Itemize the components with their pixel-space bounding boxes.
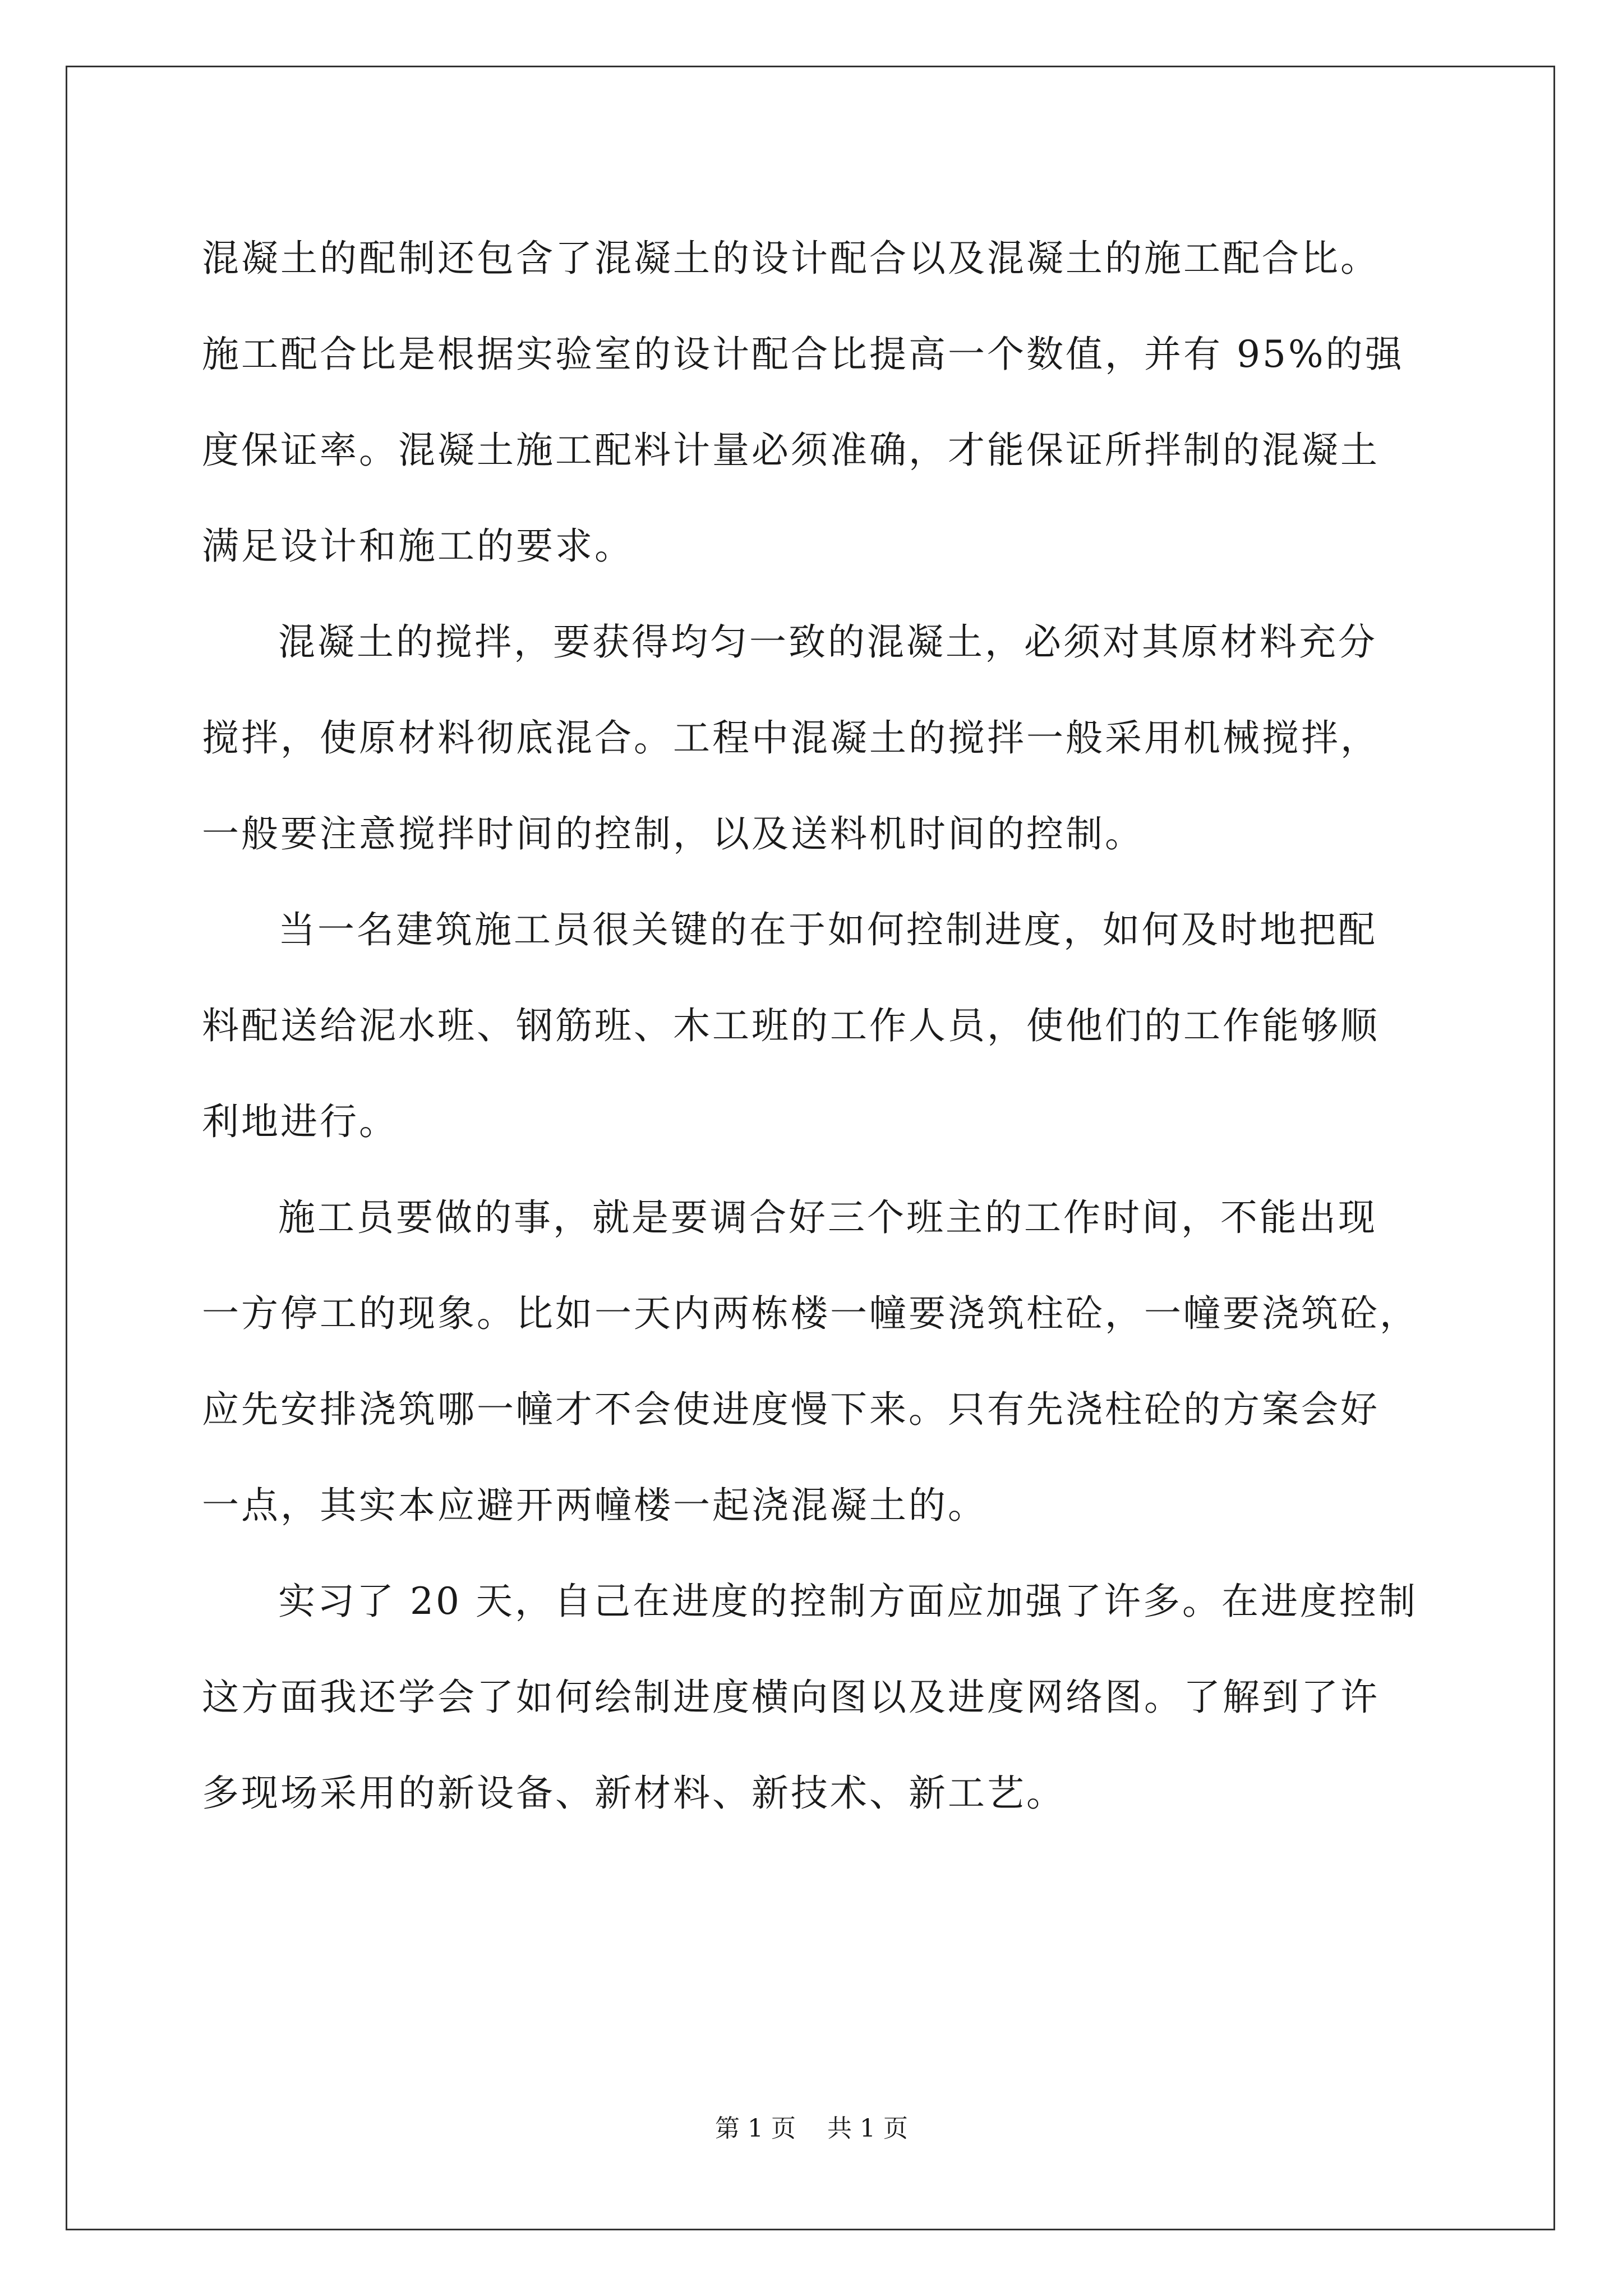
paragraph-1 (202, 210, 1436, 594)
text-line: 这方面我还学会了如何绘制进度横向图以及进度网络图。了解到了许 (202, 1676, 1380, 1719)
text-line: 一般要注意搅拌时间的控制，以及送料机时间的控制。 (202, 812, 1144, 855)
paragraph-2 (202, 594, 1436, 882)
paragraph-5 (202, 1553, 1436, 1841)
text-line: 施工配合比是根据实验室的设计配合比提高一个数值，并有 95%的强 (202, 333, 1404, 376)
text-line: 搅拌，使原材料彻底混合。工程中混凝土的搅拌一般采用机械搅拌， (202, 716, 1380, 760)
text-line: 混凝土的搅拌，要获得均匀一致的混凝土，必须对其原材料充分 (278, 620, 1377, 664)
text-line: 当一名建筑施工员很关键的在于如何控制进度，如何及时地把配 (278, 908, 1377, 951)
page-footer (0, 2108, 1623, 2144)
text-line: 度保证率。混凝土施工配料计量必须准确，才能保证所拌制的混凝土 (202, 429, 1380, 472)
text-line: 一方停工的现象。比如一天内两栋楼一幢要浇筑柱砼，一幢要浇筑砼， (202, 1292, 1419, 1335)
text-line: 多现场采用的新设备、新材料、新技术、新工艺。 (202, 1772, 1066, 1815)
text-line: 一点，其实本应避开两幢楼一起浇混凝土的。 (202, 1484, 987, 1527)
document-body (202, 210, 1436, 1841)
text-line: 利地进行。 (202, 1100, 398, 1143)
paragraph-3 (202, 882, 1436, 1170)
text-line: 施工员要做的事，就是要调合好三个班主的工作时间，不能出现 (278, 1196, 1377, 1239)
text-line: 满足设计和施工的要求。 (202, 524, 634, 568)
page-number-total: 共 1 页 (827, 2114, 908, 2143)
text-line: 料配送给泥水班、钢筋班、木工班的工作人员，使他们的工作能够顺 (202, 1004, 1380, 1047)
text-line: 应先安排浇筑哪一幢才不会使进度慢下来。只有先浇柱砼的方案会好 (202, 1388, 1380, 1431)
page-number-current: 第 1 页 (715, 2114, 796, 2143)
text-line: 实习了 20 天，自己在进度的控制方面应加强了许多。在进度控制 (278, 1580, 1418, 1623)
text-line: 混凝土的配制还包含了混凝土的设计配合以及混凝土的施工配合比。 (202, 237, 1380, 280)
paragraph-4 (202, 1170, 1436, 1553)
